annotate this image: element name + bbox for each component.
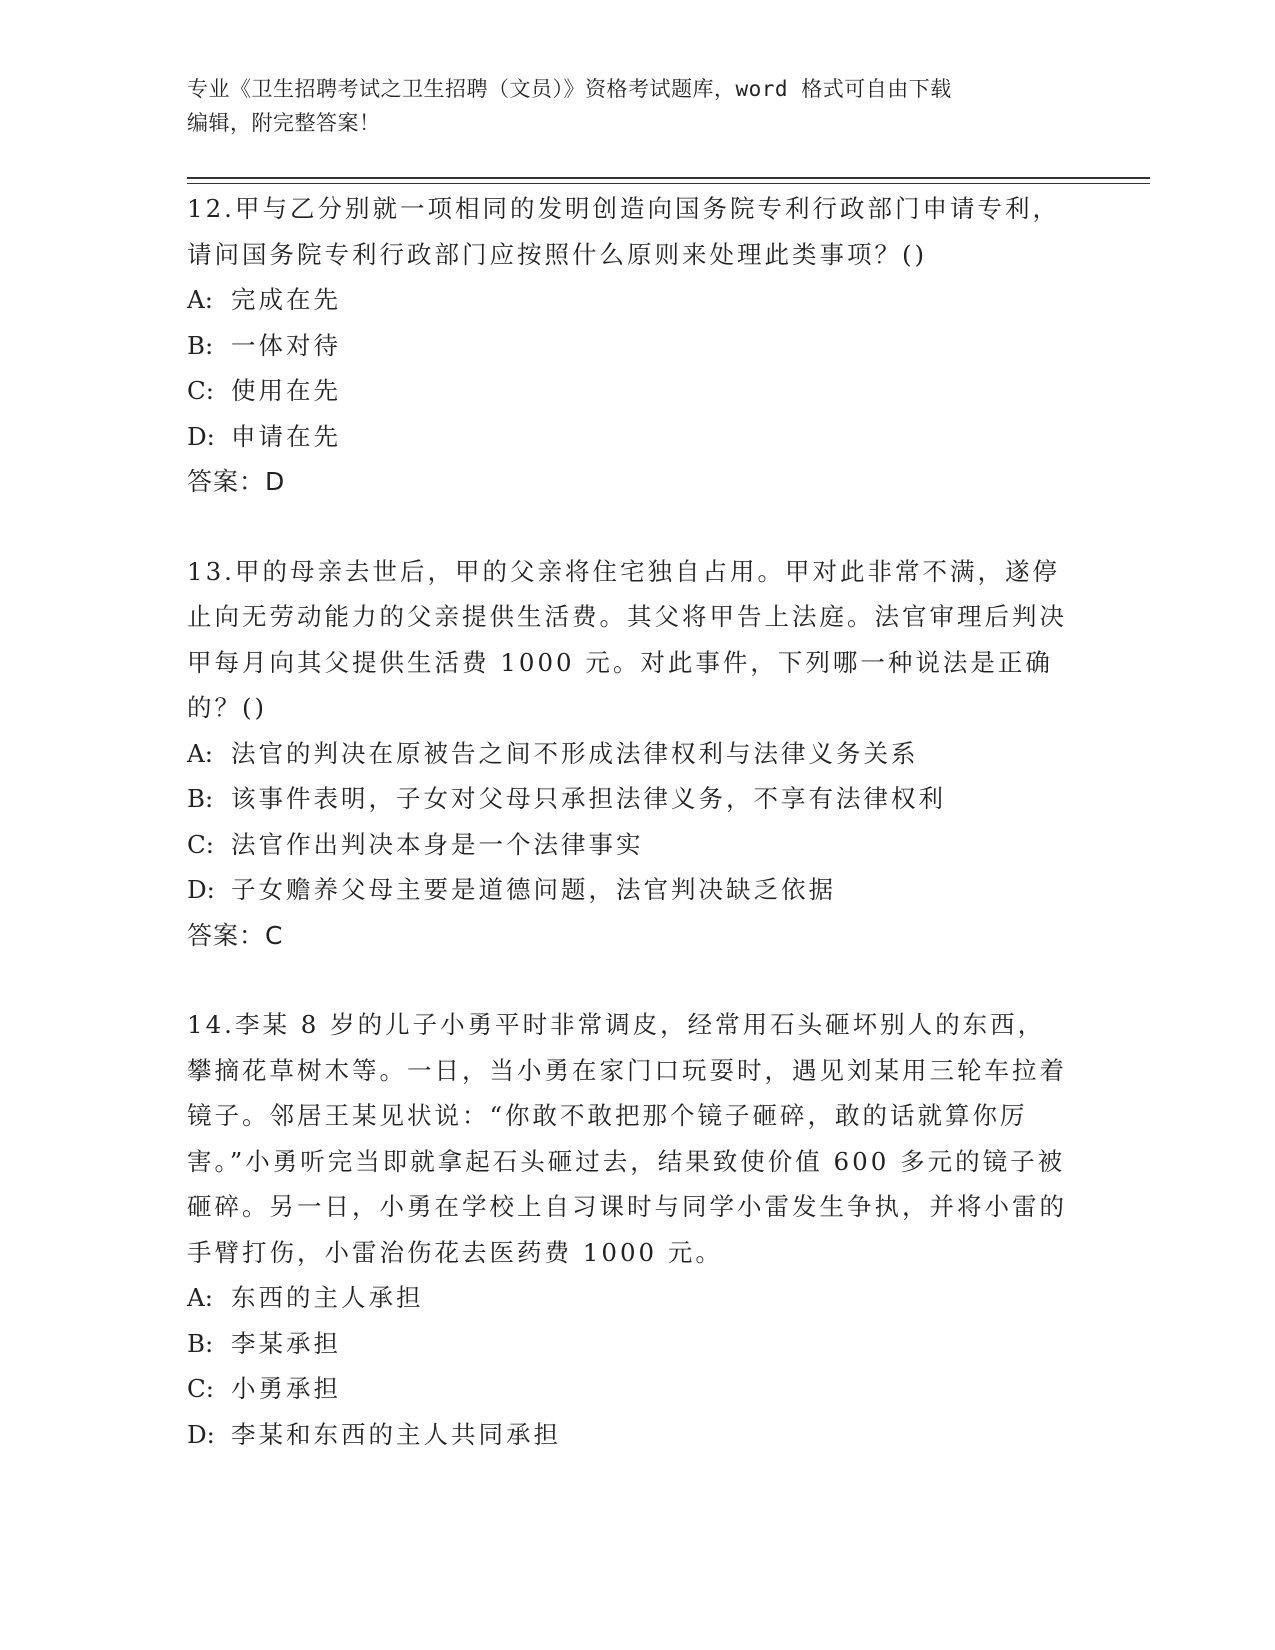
option-key: D: (187, 421, 215, 451)
option-text: 法官的判决在原被告之间不形成法律权利与法律义务关系 (231, 738, 919, 768)
question-14 (187, 1002, 1067, 1457)
header-line-1: 专业《卫生招聘考试之卫生招聘（文员）》资格考试题库，word 格式可自由下载 (187, 77, 952, 101)
option-key: A: (187, 285, 213, 314)
question-stem: 12.甲与乙分别就一项相同的发明创造向国务院专利行政部门申请专利，请问国务院专利行政部门应按照什么原则来处理此类事项？() (187, 194, 1060, 269)
option-a (187, 277, 1067, 323)
option-text: 完成在先 (231, 285, 341, 314)
option-c (187, 368, 1067, 414)
option-key: A: (187, 738, 213, 768)
answer-line: 答案：C (187, 920, 284, 950)
option-key: D: (187, 1419, 215, 1449)
question-13 (187, 549, 1067, 959)
option-key: C: (187, 1374, 215, 1403)
question-stem: 13.甲的母亲去世后，甲的父亲将住宅独自占用。甲对此非常不满，遂停止向无劳动能力的父亲提供生活费。其父将甲告上法庭。法官审理后判决甲每月向其父提供生活费 1000 元。对此事件，下列哪一种说法是正确的？() (187, 556, 1067, 722)
option-key: A: (187, 1283, 213, 1312)
option-text: 法官作出判决本身是一个法律事实 (231, 829, 644, 859)
header-line-2: 编辑，附完整答案！ (187, 111, 381, 135)
option-c (187, 1366, 1067, 1412)
option-key: B: (187, 784, 214, 813)
header-divider-thin (187, 183, 1150, 184)
option-d (187, 867, 1067, 913)
option-text: 子女赡养父母主要是道德问题，法官判决缺乏依据 (231, 875, 836, 904)
option-text: 使用在先 (231, 376, 341, 405)
option-key: B: (187, 330, 214, 360)
option-text: 李某承担 (231, 1328, 341, 1358)
option-text: 小勇承担 (231, 1374, 341, 1403)
option-text: 一体对待 (231, 330, 341, 360)
option-text: 该事件表明，子女对父母只承担法律义务，不享有法律权利 (231, 784, 946, 813)
option-d (187, 414, 1067, 460)
option-key: C: (187, 376, 215, 405)
option-text: 李某和东西的主人共同承担 (231, 1419, 561, 1449)
option-text: 申请在先 (231, 421, 341, 451)
document-header (187, 72, 1067, 140)
answer-line: 答案：D (187, 467, 286, 496)
option-b (187, 1321, 1067, 1367)
option-a (187, 1275, 1067, 1321)
option-text: 东西的主人承担 (231, 1283, 424, 1312)
option-b (187, 323, 1067, 369)
question-list (187, 186, 1067, 1501)
option-key: D: (187, 875, 215, 904)
option-c (187, 822, 1067, 868)
question-stem: 14.李某 8 岁的儿子小勇平时非常调皮，经常用石头砸坏别人的东西，攀摘花草树木等。一日，当小勇在家门口玩耍时，遇见刘某用三轮车拉着镜子。邻居王某见状说：“你敢不敢把那个镜子砸碎，敢的话就算你厉害。”小勇听完当即就拿起石头砸过去，结果致使价值 600 多元的镜子被砸碎。另一日，小勇在学校上自习课时与同学小雷发生争执，并将小雷的手臂打伤，小雷治伤花去医药费 1000 元。 (187, 1010, 1067, 1267)
option-key: C: (187, 829, 215, 859)
question-12 (187, 186, 1067, 505)
option-a (187, 731, 1067, 777)
option-b (187, 776, 1067, 822)
header-divider (187, 177, 1150, 179)
option-key: B: (187, 1328, 214, 1358)
option-d (187, 1412, 1067, 1458)
